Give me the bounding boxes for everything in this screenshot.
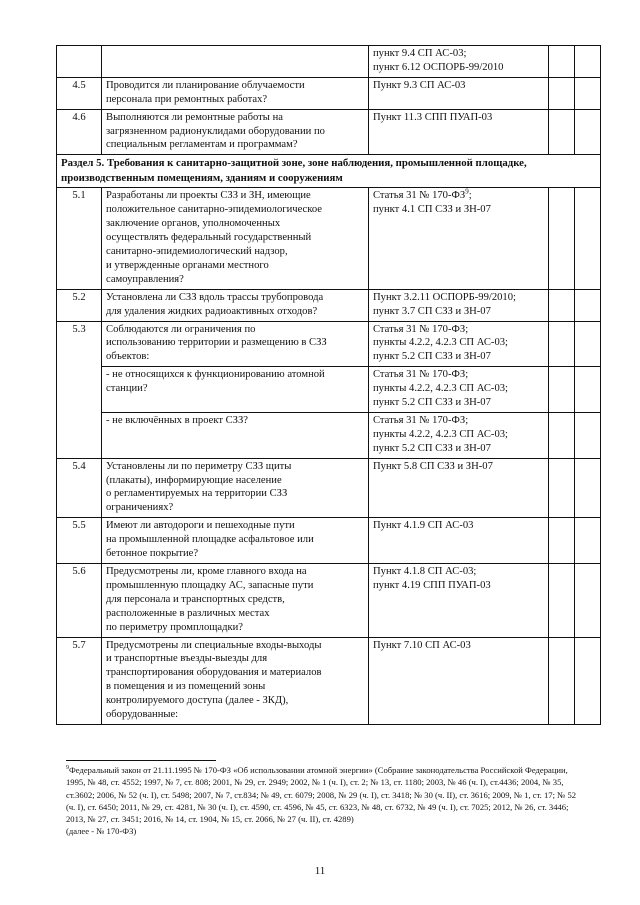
footnote xyxy=(66,764,586,838)
answer-cell-yes[interactable] xyxy=(549,46,575,78)
table-row xyxy=(57,458,601,518)
item-number: 5.2 xyxy=(57,289,102,321)
answer-cell-no[interactable] xyxy=(575,637,601,724)
item-question: Предусмотрены ли, кроме главного входа на промышленную площадку АС, запасные пути для персонала и транспортных средств, расположенные в различных местах по периметру промплощадки? xyxy=(102,564,369,638)
item-question: Разработаны ли проекты СЗЗ и ЗН, имеющие положительное санитарно-эпидемиологическое заключение органов, уполномоченных осуществлять федеральный государственный санитарно-эпидемиологический надзор, и утвержденные органами местного самоуправления? xyxy=(102,188,369,289)
table-row xyxy=(57,412,601,458)
section-header-row xyxy=(57,155,601,188)
answer-cell-no[interactable] xyxy=(575,564,601,638)
reference-text: ; пункт 4.1 СП СЗЗ и ЗН-07 xyxy=(373,190,491,216)
answer-cell-no[interactable] xyxy=(575,289,601,321)
answer-cell-yes[interactable] xyxy=(549,637,575,724)
answer-cell-no[interactable] xyxy=(575,46,601,78)
item-number: 5.4 xyxy=(57,458,102,518)
item-reference: Пункт 11.3 СПП ПУАП-03 xyxy=(369,109,549,155)
item-number: 5.5 xyxy=(57,518,102,564)
item-question: Имеют ли автодороги и пешеходные пути на промышленной площадке асфальтовое или бетонное покрытие? xyxy=(102,518,369,564)
answer-cell-yes[interactable] xyxy=(549,77,575,109)
answer-cell-no[interactable] xyxy=(575,412,601,458)
answer-cell-no[interactable] xyxy=(575,188,601,289)
answer-cell-yes[interactable] xyxy=(549,564,575,638)
table-row xyxy=(57,367,601,413)
item-reference: Пункт 7.10 СП АС-03 xyxy=(369,637,549,724)
answer-cell-no[interactable] xyxy=(575,518,601,564)
item-number: 5.3 xyxy=(57,321,102,458)
table-row xyxy=(57,188,601,289)
answer-cell-yes[interactable] xyxy=(549,518,575,564)
answer-cell-no[interactable] xyxy=(575,77,601,109)
table-row xyxy=(57,46,601,78)
item-question: Выполняются ли ремонтные работы на загрязненном радионуклидами оборудовании по специальным регламентам и программам? xyxy=(102,109,369,155)
item-reference: Пункт 3.2.11 ОСПОРБ-99/2010; пункт 3.7 СП СЗЗ и ЗН-07 xyxy=(369,289,549,321)
section-title: Раздел 5. Требования к санитарно-защитной зоне, зоне наблюдения, промышленной площадке, производственным помещениям, зданиям и сооружениям xyxy=(57,155,601,188)
answer-cell-no[interactable] xyxy=(575,109,601,155)
table-row xyxy=(57,289,601,321)
item-reference: Пункт 9.3 СП АС-03 xyxy=(369,77,549,109)
item-reference: Пункт 4.1.9 СП АС-03 xyxy=(369,518,549,564)
checklist-table xyxy=(56,45,601,725)
footnote-divider xyxy=(66,760,216,761)
item-question: Установлены ли по периметру СЗЗ щиты (плакаты), информирующие население о регламентируемых на территории СЗЗ ограничениях? xyxy=(102,458,369,518)
item-number: 5.6 xyxy=(57,564,102,638)
answer-cell-no[interactable] xyxy=(575,458,601,518)
answer-cell-no[interactable] xyxy=(575,367,601,413)
item-reference: Статья 31 № 170-ФЗ; пункты 4.2.2, 4.2.3 СП АС-03; пункт 5.2 СП СЗЗ и ЗН-07 xyxy=(369,321,549,367)
answer-cell-yes[interactable] xyxy=(549,109,575,155)
answer-cell-yes[interactable] xyxy=(549,289,575,321)
item-number xyxy=(57,46,102,78)
footnote-marker: 9 xyxy=(465,187,469,196)
table-row xyxy=(57,564,601,638)
footnote-text: Федеральный закон от 21.11.1995 № 170-ФЗ «Об использовании атомной энергии» (Собрание законодательства Российской Федерации, 1995, № 48, ст. 4552; 1997, № 7, ст. 808; 2001, № 29, ст. 2949; 2002, № 1 (ч. I), ст. 2; № 13, ст. 1180; 2003, № 46 (ч. I), ст.4436; 2004, № 35, ст.3602; 2006, № 52 (ч. I), ст. 5498; 2007, № 7, ст.834; № 49, ст. 6079; 2008, № 29 (ч. I), ст. 3418; № 30 (ч. II), ст. 3616; 2009, № 1, ст. 17; № 52 (ч. I), ст. 6450; 2011, № 29, ст. 4281, № 30 (ч. I), ст. 4590, ст. 4596, № 45, ст. 6323, № 48, ст. 6732, № 49 (ч. I), ст. 7025; 2012, № 26, ст. 3446; 2013, № 27, ст. 3451; 2016, № 14, ст. 1904, № 15, ст. 2066, № 27 (ч. II), ст. 4289) (далее - № 170-ФЗ) xyxy=(66,765,577,837)
item-question: Предусмотрены ли специальные входы-выходы и транспортные въезды-выезды для транспортирования оборудования и материалов в помещения и из помещений зоны контролируемого доступа (далее - ЗКД), оборудованные: xyxy=(102,637,369,724)
item-reference: Статья 31 № 170-ФЗ; пункты 4.2.2, 4.2.3 СП АС-03; пункт 5.2 СП СЗЗ и ЗН-07 xyxy=(369,367,549,413)
item-question: - не относящихся к функционированию атомной станции? xyxy=(102,367,369,413)
answer-cell-no[interactable] xyxy=(575,321,601,367)
item-question: Соблюдаются ли ограничения по использованию территории и размещению в СЗЗ объектов: xyxy=(102,321,369,367)
item-number: 4.6 xyxy=(57,109,102,155)
item-number: 4.5 xyxy=(57,77,102,109)
table-row xyxy=(57,77,601,109)
footnote-marker: 9 xyxy=(66,765,69,772)
item-question: Проводится ли планирование облучаемости персонала при ремонтных работах? xyxy=(102,77,369,109)
answer-cell-yes[interactable] xyxy=(549,412,575,458)
item-reference: Пункт 5.8 СП СЗЗ и ЗН-07 xyxy=(369,458,549,518)
item-number: 5.7 xyxy=(57,637,102,724)
item-question: - не включённых в проект СЗЗ? xyxy=(102,412,369,458)
table-row xyxy=(57,321,601,367)
item-reference: Пункт 4.1.8 СП АС-03; пункт 4.19 СПП ПУАП-03 xyxy=(369,564,549,638)
reference-text: Статья 31 № 170-ФЗ xyxy=(373,190,466,202)
item-question xyxy=(102,46,369,78)
table-row xyxy=(57,518,601,564)
answer-cell-yes[interactable] xyxy=(549,458,575,518)
answer-cell-yes[interactable] xyxy=(549,188,575,289)
item-question: Установлена ли СЗЗ вдоль трассы трубопровода для удаления жидких радиоактивных отходов? xyxy=(102,289,369,321)
item-number: 5.1 xyxy=(57,188,102,289)
item-reference: пункт 9.4 СП АС-03; пункт 6.12 ОСПОРБ-99/2010 xyxy=(369,46,549,78)
table-row xyxy=(57,637,601,724)
answer-cell-yes[interactable] xyxy=(549,321,575,367)
item-reference xyxy=(369,188,549,289)
answer-cell-yes[interactable] xyxy=(549,367,575,413)
page-number: 11 xyxy=(314,865,326,877)
item-reference: Статья 31 № 170-ФЗ; пункты 4.2.2, 4.2.3 СП АС-03; пункт 5.2 СП СЗЗ и ЗН-07 xyxy=(369,412,549,458)
table-row xyxy=(57,109,601,155)
